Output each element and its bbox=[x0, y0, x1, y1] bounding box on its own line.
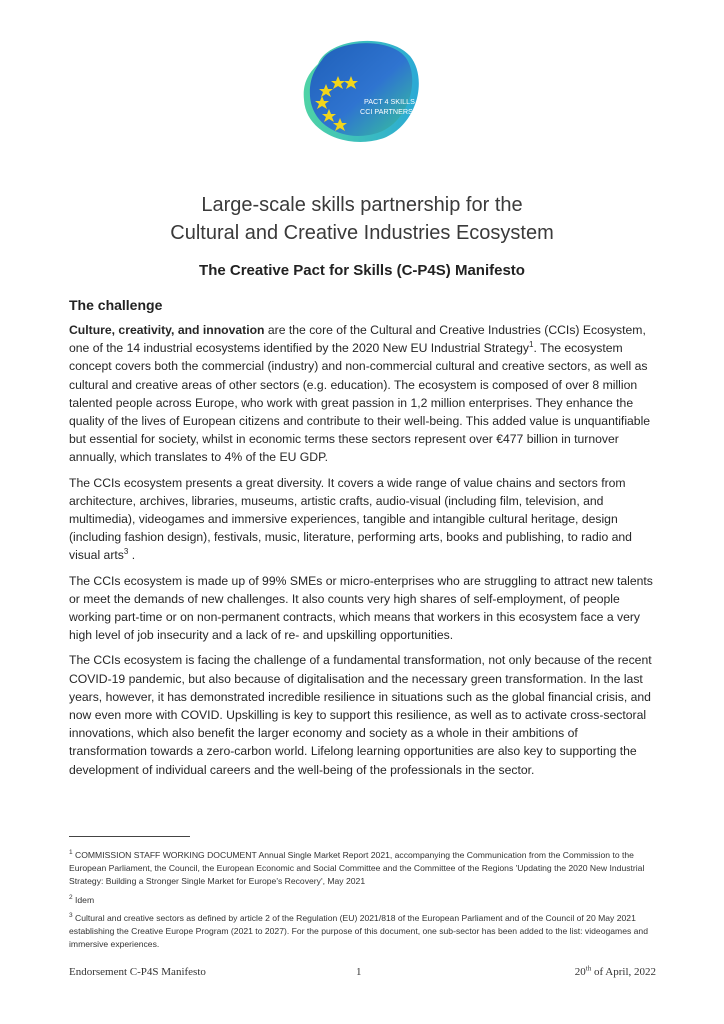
paragraph-text: . bbox=[128, 548, 136, 563]
footnote-ref[interactable]: 1 bbox=[529, 340, 534, 350]
document-title-line-1: Large-scale skills partnership for the bbox=[201, 194, 523, 216]
footnote-divider bbox=[69, 836, 190, 837]
document-title-line-2: Cultural and Creative Industries Ecosystem bbox=[170, 222, 554, 244]
paragraph-3: The CCIs ecosystem is made up of 99% SMEs or micro-enterprises who are struggling to attract new talents or meet the demands of new challenges. It also counts very high shares of self-employment, of people working part-time or on non-permanent contracts, which means that workers in this ecosystem face a very high level of job insecurity and a lack of re- and upskilling opportunities. bbox=[69, 573, 653, 643]
footnote-number: 1 bbox=[69, 849, 73, 857]
logo-line-1: PACT 4 SKILLS bbox=[364, 97, 415, 106]
footer-document-name: Endorsement C-P4S Manifesto bbox=[69, 966, 206, 978]
paragraph-2 bbox=[69, 474, 657, 565]
paragraph-text: are the core of the Cultural and Creative Industries (CCIs) Ecosystem, one of the 14 industrial ecosystems identified by the 2020 New EU Industrial Strategy bbox=[69, 323, 646, 356]
logo-line-2: CCI PARTNERSHIP bbox=[360, 107, 425, 116]
footnote-3 bbox=[69, 912, 659, 952]
paragraph-text: . The ecosystem concept covers both the commercial (industry) and non-commercial cultural and creative sectors, as well as cultural and creative areas of other sectors (e.g. education). The ecosystem is composed of over 8 million talented people across Europe, who work with great passion in 1,2 million enterprises. They enhance the quality of the lives of European citizens and contribute to their well-being. This added value is unquantifiable but essential for society, whilst in economic terms these sectors represent over €477 billion in turnover annually, which translates to 4% of the EU GDP. bbox=[69, 341, 651, 465]
footnote-number: 2 bbox=[69, 893, 73, 901]
document-subtitle: The Creative Pact for Skills (C-P4S) Manifesto bbox=[199, 262, 525, 279]
pact-for-skills-logo bbox=[298, 34, 426, 146]
footer-date bbox=[575, 966, 656, 978]
footer-date-suffix: th bbox=[585, 964, 592, 973]
footer-date-day: 20 bbox=[574, 966, 586, 978]
section-heading: The challenge bbox=[69, 297, 163, 313]
footnote-ref[interactable]: 3 bbox=[123, 547, 129, 557]
footnote-2 bbox=[69, 894, 659, 907]
footnote-text: COMMISSION STAFF WORKING DOCUMENT Annual Single Market Report 2021, accompanying the Communication from the Commission to the European Parliament, the Council, the European Economic and Social Committee and the Committee of the Regions 'Updating the 2020 New Industrial Strategy: Building a Stronger Single Market for Europe's Recovery', May 2021 bbox=[69, 850, 645, 887]
paragraph-1 bbox=[69, 321, 657, 467]
footnotes bbox=[69, 849, 659, 956]
paragraph-4: The CCIs ecosystem is facing the challenge of a fundamental transformation, not only because of the recent COVID-19 pandemic, but also because of digitalisation and the necessary green transformation. In the last years, however, it has demonstrated incredible resilience in situations such as the global financial crisis, and now even more with COVID. Upskilling is key to support this resilience, as well as to activate cross-sectoral innovations, which also benefit the larger economy and society as a whole in their ambitions of transformation towards a zero-carbon world. Lifelong learning opportunities are also key to supporting the development of individual careers and the well-being of the professionals in the sector. bbox=[69, 653, 652, 777]
paragraph-text: The CCIs ecosystem presents a great diversity. It covers a wide range of value chains and sectors from architecture, archives, libraries, museums, artistic crafts, audio-visual (including film, television, and multimedia), videogames and immersive experiences, tangible and intangible cultural heritage, design (including fashion design), festivals, music, literature, performing arts, books and publishing, to radio and visual arts bbox=[69, 475, 632, 563]
footnote-1 bbox=[69, 849, 659, 889]
footnote-text: Idem bbox=[72, 894, 95, 905]
page-number: 1 bbox=[356, 966, 362, 978]
footnote-text: Cultural and creative sectors as defined by article 2 of the Regulation (EU) 2021/818 of the European Parliament and of the Council of 20 May 2021 establishing the Creative Europe Program (2021 to 2027). For the purpose of this document, one sub-sector has been added to the list: videogames and immersive experiences. bbox=[69, 912, 648, 950]
body-text bbox=[69, 321, 657, 786]
paragraph-lead: Culture, creativity, and innovation bbox=[69, 323, 265, 337]
footnote-number: 3 bbox=[69, 911, 73, 919]
footer-date-rest: of April, 2022 bbox=[591, 966, 656, 978]
